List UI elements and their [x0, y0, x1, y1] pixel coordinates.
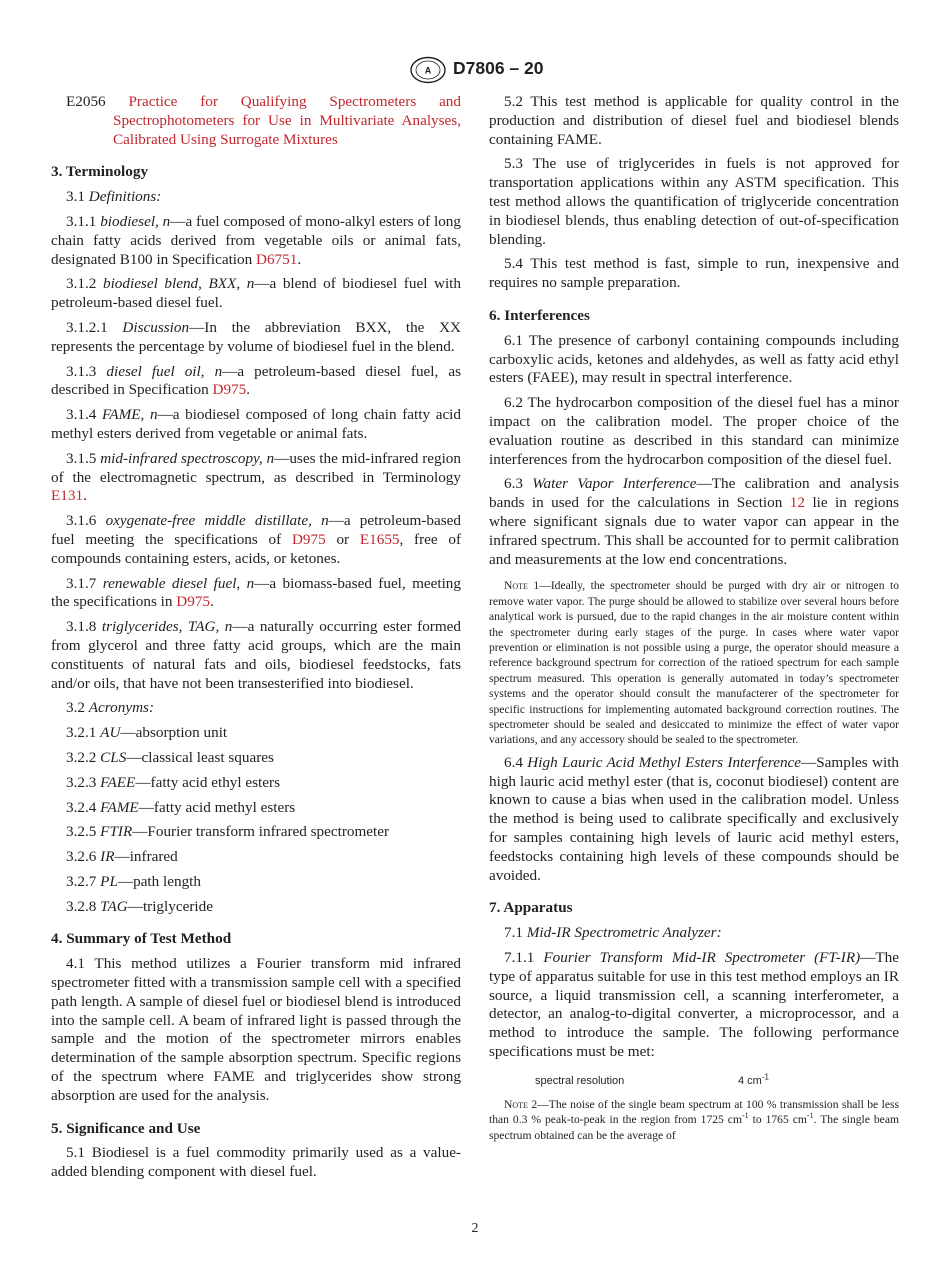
para-3-1-3: 3.1.3 diesel fuel oil, n—a petroleum-based diesel fuel, as described in Specification D975.	[51, 362, 461, 399]
section-7-heading: 7. Apparatus	[489, 899, 573, 917]
para-7-1-1: 7.1.1 Fourier Transform Mid-IR Spectrometer (FT-IR)—The type of apparatus suitable for use in this test method employs an IR source, a liquid transmission cell, a scanning interferometer, a detector, an analog-to-digital converter, a microprocessor, and a method to introduce the sample. The following performance specifications must be met:	[489, 948, 899, 1060]
para-3-1-7: 3.1.7 renewable diesel fuel, n—a biomass-based fuel, meeting the specifications in D975.	[51, 574, 461, 611]
para-7-1: 7.1 Mid-IR Spectrometric Analyzer:	[504, 924, 722, 942]
spec-value: 4 $cm^{-1}$	[738, 1072, 769, 1087]
reference-e2056: E2056 Practice for Qualifying Spectrometers and Spectrophotometers for Use in Multivariate Analyses, Calibrated Using Surrogate Mixtures	[66, 93, 461, 148]
section-5-heading: 5. Significance and Use	[51, 1119, 201, 1137]
ref-e1655[interactable]: E1655	[359, 530, 400, 548]
reference-e2056-link[interactable]: Practice for Qualifying Spectrometers and Spectrophotometers for Use in Multivariate Analyses, Calibrated Using Surrogate Mixtures	[113, 93, 461, 148]
section-3-heading: 3. Terminology	[51, 163, 149, 181]
astm-logo-icon	[408, 56, 448, 84]
page-header	[0, 56, 950, 84]
para-3-1-8: 3.1.8 triglycerides, TAG, n—a naturally occurring ester formed from glycerol and three fatty acid groups, which are the main constituents of natural fats and oils, biodiesel feedstocks, fats and/or oils, that have not been transesterified into biodiesel.	[51, 618, 461, 692]
para-3-1-2-1: 3.1.2.1 Discussion—In the abbreviation BXX, the XX represents the percentage by volume of biodiesel fuel in the blend.	[51, 318, 462, 355]
ref-section-12[interactable]: 12	[789, 494, 805, 512]
spec-label: spectral resolution	[535, 1074, 625, 1087]
acronym-item: 3.2.6 IR—infrared	[66, 848, 178, 866]
para-6-4: 6.4 High Lauric Acid Methyl Esters Interference—Samples with high lauric acid methyl ester (that is, coconut biodiesel) content are known to cause a bias when used in the calibration model. Unless the method is being used to calibrate specifically and exclusively for samples containing high levels of lauric acid methyl esters, feedstocks containing high levels of these compounds should be avoided.	[489, 753, 900, 884]
document-designation: D7806 – 20	[453, 58, 544, 78]
ref-d975[interactable]: D975	[212, 381, 247, 399]
para-5-2: 5.2 This test method is applicable for quality control in the production and distribution of diesel fuel and biodiesel blends containing FAME.	[489, 93, 899, 148]
para-3-2: 3.2 Acronyms:	[66, 699, 155, 717]
note-1: Note 1—Ideally, the spectrometer should be purged with dry air or nitrogen to remove water vapor. The purge should be allowed to stabilize over several hours before analytical work is pursued, due to the rapid changes in the air moisture content within the spectrometer during early stages of the purge. In cases where water vapor prevention or elimination is not possible using a purge, the operator should measure a reference background spectrum for correction of the ratioed spectrum for each sample spectrum measured. This operation is generally automated in today’s spectrometer systems and the operator should consult the manufacterer of the spectrometer for specific instructions for implementing automated background correction routines. The spectrometer should be sealed and desiccated to minimize the effect of water vapor variations, and any accessory should be sealed to the spectrometer.	[489, 579, 899, 747]
para-6-1: 6.1 The presence of carbonyl containing compounds including carboxylic acids, ketones and aldehydes, as well as fatty acid ethyl esters (FAEE), may result in spectral interference.	[489, 331, 899, 387]
acronym-item: 3.2.7 PL—path length	[66, 872, 201, 890]
note-2: Note 2—The noise of the single beam spectrum at 100 % transmission shall be less than 0.3 % peak-to-peak in the region from 1725 $cm^{-1}$ to 1765 $cm^{-1}$. The single beam spectrum obtained can be the average of	[489, 1097, 899, 1142]
para-3-1-1: 3.1.1 biodiesel, n—a fuel composed of mono-alkyl esters of long chain fatty acids derived from vegetable oils or animal fats, designated B100 in Specification D6751.	[51, 212, 461, 268]
ref-d975[interactable]: D975	[176, 593, 211, 611]
ref-d6751[interactable]: D6751	[256, 250, 298, 268]
para-6-3: 6.3 Water Vapor Interference—The calibration and analysis bands in used for the calculations in Section 12 lie in regions where significant signals due to water vapor can appear in the infrared spectrum. This shall be accounted for to permit calibration and measurements at the low end concentrations.	[489, 475, 900, 568]
ref-e131[interactable]: E131	[51, 487, 84, 505]
right-column	[489, 93, 899, 1149]
svg-text:A: A	[424, 65, 432, 76]
section-6-heading: 6. Interferences	[489, 306, 590, 324]
para-3-1-5: 3.1.5 mid-infrared spectroscopy, n—uses the mid-infrared region of the electromagnetic spectrum, as described in Terminology E131.	[51, 449, 461, 505]
acronym-item: 3.2.8 TAG—triglyceride	[66, 897, 213, 915]
para-6-2: 6.2 The hydrocarbon composition of the diesel fuel has a minor impact on the calibration model. The proper choice of the evaluation routine as described in this standard can minimize interferences from the hydrocarbon composition of the diesel fuel.	[489, 394, 899, 468]
section-4-heading: 4. Summary of Test Method	[51, 930, 232, 948]
para-3-1-4: 3.1.4 FAME, n—a biodiesel composed of long chain fatty acid methyl esters derived from vegetable or animal fats.	[51, 406, 461, 442]
acronym-item: 3.2.2 CLS—classical least squares	[66, 748, 274, 766]
para-5-4: 5.4 This test method is fast, simple to run, inexpensive and requires no sample preparation.	[489, 255, 899, 292]
spec-table-row	[489, 1068, 899, 1088]
para-3-1-6: 3.1.6 oxygenate-free middle distillate, n—a petroleum-based fuel meeting the specifications of D975 or E1655, free of compounds containing esters, acids, or ketones.	[51, 512, 462, 567]
acronym-item: 3.2.4 FAME—fatty acid methyl esters	[66, 798, 296, 816]
acronym-item: 3.2.5 FTIR—Fourier transform infrared spectrometer	[66, 823, 390, 841]
para-5-3: 5.3 The use of triglycerides in fuels is not approved for transportation applications within any ASTM specification. This test method allows the quantification of triglyceride concentration in biodiesel blends, thus enabling detection of out-of-specification blending.	[489, 155, 899, 248]
left-column	[51, 93, 461, 1188]
para-4-1: 4.1 This method utilizes a Fourier transform mid infrared spectrometer fitted with a transmission sample cell with a specified path length. A sample of diesel fuel or biodiesel blend is introduced into the sample cell. A beam of infrared light is passed through the sample and the motion of the spectrometer mirrors enables determination of the sample absorption spectrum. Specific regions of the spectrum where FAME and triglycerides show strong absorption are used for the analysis.	[51, 955, 461, 1104]
page-number: 2	[471, 1221, 479, 1236]
acronym-item: 3.2.3 FAEE—fatty acid ethyl esters	[66, 773, 280, 791]
para-3-1: 3.1 Definitions:	[66, 188, 162, 206]
ref-d975[interactable]: D975	[291, 530, 326, 548]
acronym-item: 3.2.1 AU—absorption unit	[66, 724, 228, 742]
para-5-1: 5.1 Biodiesel is a fuel commodity primarily used as a value-added blending component with diesel fuel.	[51, 1144, 461, 1181]
para-3-1-2: 3.1.2 biodiesel blend, BXX, n—a blend of biodiesel fuel with petroleum-based diesel fuel.	[51, 275, 461, 312]
